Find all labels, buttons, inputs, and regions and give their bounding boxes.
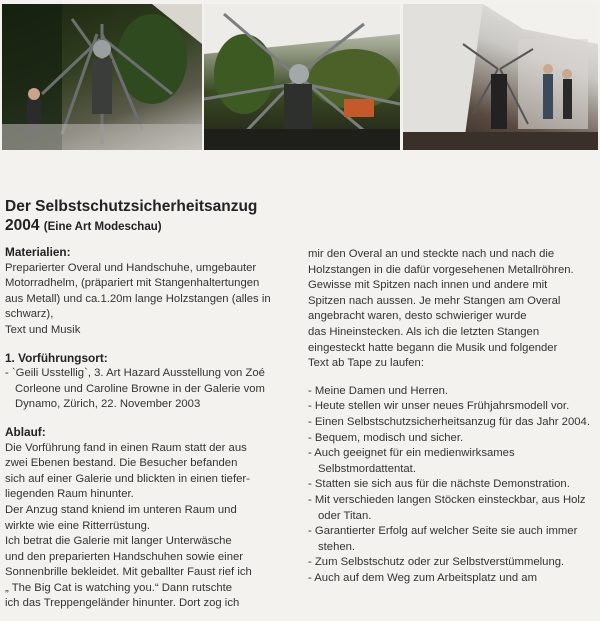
venue-line: Dynamo, Zürich, 22. November 2003 [15, 398, 201, 411]
sequence-line: „ The Big Cat is watching you.“ Dann rutschte [5, 581, 233, 594]
venue-heading: 1. Vorführungsort: [5, 350, 108, 365]
list-item: - Bequem, modisch und sicher. [308, 431, 464, 444]
left-column [5, 245, 297, 612]
list-item: - Statten sie sich aus für die nächste Demonstration. [308, 478, 570, 491]
performance-photo-3 [403, 4, 598, 150]
list-item: - Auch geeignet für ein medienwirksames Selbstmordattentat. [308, 447, 515, 475]
sequence-line: wirkte wie eine Ritterrüstung. [5, 519, 151, 532]
body-line: mir den Overal an und steckte nach und nach die [308, 248, 555, 260]
list-item: - Mit verschieden langen Stöcken einsteckbar, aus Holz oder Titan. [308, 493, 586, 522]
title-subtitle: (Eine Art Modeschau) [43, 221, 162, 233]
list-item: - Einen Selbstschutzsicherheitsanzug für das Jahr 2004. [308, 415, 590, 428]
materials-heading: Materialien: [5, 245, 71, 259]
sequence-line: ich das Treppengeländer hinunter. Dort zog ich [5, 597, 240, 610]
body-line: Holzstangen in die dafür vorgesehenen Metallröhren. [308, 263, 574, 276]
sequence-heading: Ablauf: [5, 424, 46, 439]
body-line: Spitzen nach aussen. Je mehr Stangen am Overal [308, 294, 561, 307]
body-line: angebracht waren, desto schwieriger wurde [308, 310, 527, 323]
list-item: - Heute stellen wir unser neues Frühjahrsmodell vor. [308, 400, 570, 413]
materials-line: Preparierter Overal und Handschuhe, umgebauter [5, 261, 257, 274]
list-item: - Zum Selbstschutz oder zur Selbstverstümmelung. [308, 556, 565, 569]
sequence-line: Ich betrat die Galerie mit langer Unterwäsche [5, 535, 232, 548]
tape-text-list [308, 384, 598, 587]
performance-photo-2 [204, 4, 400, 150]
list-item: - Auch auf dem Weg zum Arbeitsplatz und am [308, 571, 537, 584]
list-item: - Garantierter Erfolg auf welcher Seite sie auch immer stehen. [308, 525, 578, 553]
materials-line: Motorradhelm, (präpariert mit Stangenhaltertungen [5, 277, 260, 290]
sequence-line: Die Vorführung fand in einen Raum statt der aus [5, 441, 247, 454]
venue-line: - `Geili Usstellig`, 3. Art Hazard Ausstellung von Zoé [5, 367, 265, 380]
article-title [5, 197, 305, 237]
photo-strip [0, 0, 600, 153]
list-item: - Meine Damen und Herren. [308, 384, 449, 397]
right-column [308, 247, 598, 586]
sequence-line: zwei Ebenen bestand. Die Besucher befanden [5, 457, 238, 470]
title-name: Der Selbstschutzsicherheitsanzug [5, 198, 258, 215]
sequence-line: und den preparierten Handschuhen sowie einer [5, 550, 244, 563]
materials-line: schwarz), [5, 308, 54, 321]
body-line: Text ab Tape zu laufen: [308, 357, 424, 370]
body-line: das Hineinstecken. Als ich die letzten Stangen [308, 325, 540, 338]
materials-line: Text und Musik [5, 323, 81, 336]
sequence-line: Sonnenbrille bekleidet. Mit geballter Faust rief ich [5, 566, 252, 579]
sequence-line: Der Anzug stand kniend im unteren Raum und [5, 503, 237, 516]
venue-line: Corleone und Caroline Browne in der Galerie vom [15, 382, 265, 395]
materials-line: aus Metall) und ca.1.20m lange Holzstangen (alles in [5, 292, 271, 305]
sequence-line: sich auf einer Galerie und blickten in einen tiefer- [5, 472, 250, 485]
sequence-line: liegenden Raum hinunter. [5, 488, 134, 501]
body-line: Gewisse mit Spitzen nach innen und andere mit [308, 279, 548, 292]
performance-photo-1 [2, 4, 202, 150]
title-year: 2004 [5, 217, 40, 234]
body-line: eingesteckt hatte begann die Musik und folgender [308, 341, 558, 354]
